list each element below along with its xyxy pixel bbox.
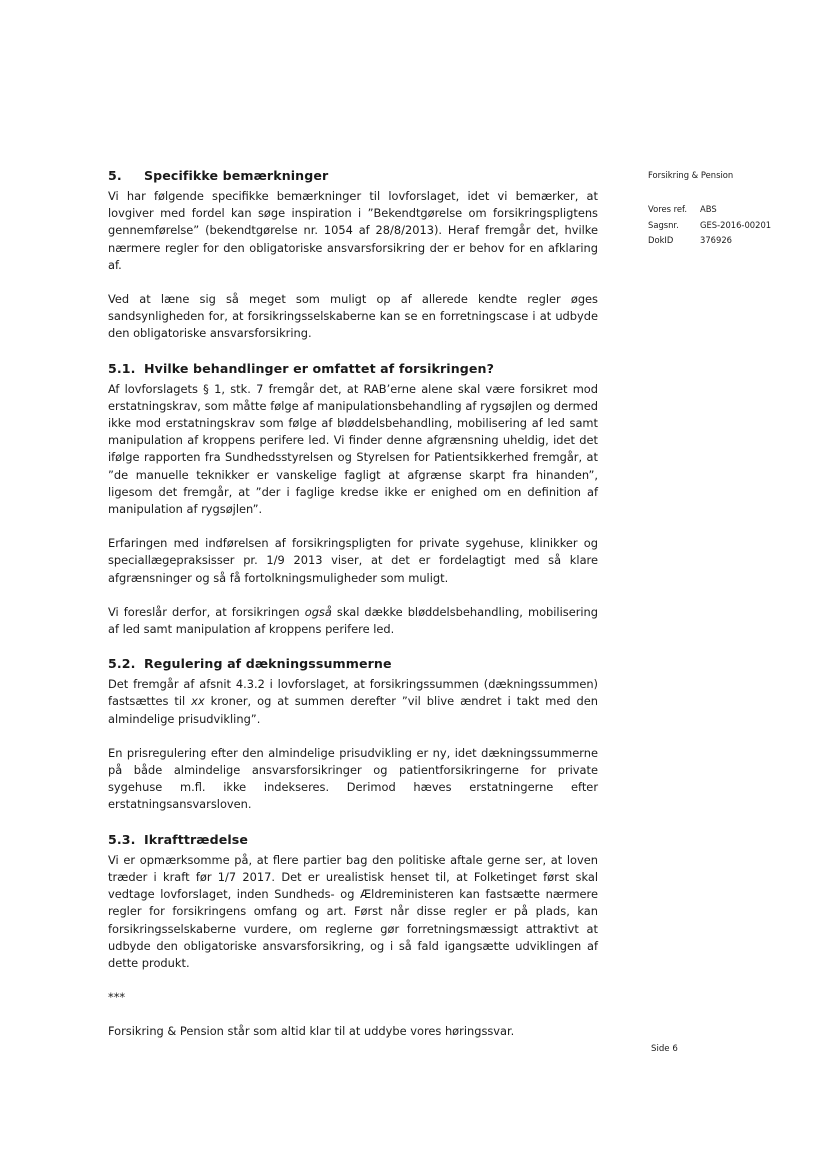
paragraph: Af lovforslagets § 1, stk. 7 fremgår det, at RAB’erne alene skal være forsikret mod erstatningskrav, som måtte følge af manipulationsbehandling af rygsøjlen og dermed ikke mod erstatningskrav som følge af bløddelsbehandling, mobilisering af led samt manipulation af kroppens perifere led. Vi finder denne afgrænsning uheldig, idet det ifølge rapporten fra Sundhedsstyrelsen og Styrelsen for Patientsikkerhed fremgår, at ”de manuelle teknikker er vanskelige fagligt at afgrænse skarpt fra hinanden”, ligesom det fremgår, at ”der i faglige kredse ikke er enighed om en definition af manipulation af rygsøjlen”.: [108, 381, 598, 517]
section-title: Hvilke behandlinger er omfattet af forsikringen?: [144, 360, 494, 376]
meta-value: GES-2016-00201: [700, 219, 772, 230]
page-number: Side 6: [651, 1044, 678, 1054]
paragraph: Ved at læne sig så meget som muligt op af allerede kendte regler øges sandsynligheden for, at forsikringsselskaberne kan se en forretningscase i at udbyde den obligatoriske ansvarsforsikring.: [108, 292, 598, 341]
text-run: Vi foreslår derfor, at forsikringen: [108, 604, 305, 619]
meta-key: DokID: [648, 235, 674, 245]
paragraph: [108, 604, 598, 638]
document-body: [108, 167, 598, 1041]
paragraph: Vi har følgende specifikke bemærkninger til lovforslaget, idet vi bemærker, at lovgiver med fordel kan søge inspiration i ”Bekendtgørelse om forsikringspligtens gennemførelse” (bekendtgørelse nr. 1054 af 28/8/2013). Heraf fremgår det, hvilke nærmere regler for den obligatoriske ansvarsforsikring der er behov for en afklaring af.: [108, 189, 598, 272]
text-run: Det fremgår af afsnit 4.3.2 i lovforslaget, at forsikringssummen (dækningssummen) fastsættes til: [108, 677, 598, 709]
emphasis: også: [304, 604, 332, 619]
meta-value: 376926: [700, 235, 732, 245]
text-run: skal dække bløddelsbehandling, mobilisering af led samt manipulation af kroppens perifere led.: [108, 604, 599, 637]
paragraph: [108, 676, 598, 728]
meta-row-case: [648, 218, 808, 234]
section-number: 5.: [108, 168, 122, 183]
section-number: 5.3.: [108, 831, 136, 847]
paragraph: Vi er opmærksomme på, at flere partier bag den politiske aftale gerne ser, at loven træder i kraft før 1/7 2017. Det er urealistisk henset til, at Folketinget først skal vedtage lovforslaget, inden Sundheds- og Ældreministeren kan fastsætte nærmere regler for forsikringens omfang og art. Først når disse regler er på plads, kan forsikringsselskaberne vurdere, om reglerne gør forretningsmæssigt attraktivt at udbyde den obligatoriske ansvarsforsikring, og i så fald igangsætte udviklingen af dette produkt.: [108, 852, 598, 970]
section-title: Ikrafttrædelse: [144, 831, 249, 847]
document-sidebar: [648, 170, 808, 249]
section-title: Specifikke bemærkninger: [144, 168, 329, 183]
meta-row-ref: [648, 202, 808, 218]
section-number: 5.2.: [108, 656, 136, 672]
separator: ***: [108, 990, 126, 1005]
section-heading-5-1: [108, 360, 598, 377]
emphasis: xx: [191, 694, 205, 709]
meta-key: Sagsnr.: [648, 219, 679, 230]
section-heading-5-2: [108, 655, 598, 672]
closing-line: Forsikring & Pension står som altid klar til at uddybe vores høringssvar.: [108, 1024, 515, 1039]
section-heading-5: [108, 167, 598, 184]
paragraph: Erfaringen med indførelsen af forsikringspligten for private sygehuse, klinikker og speciallægepraksisser pr. 1/9 2013 viser, at det er fordelagtigt med så klare afgrænsninger og så få fortolkningsmuligheder som muligt.: [108, 536, 598, 585]
section-heading-5-3: [108, 831, 598, 848]
paragraph: En prisregulering efter den almindelige prisudvikling er ny, idet dækningssummerne på både almindelige ansvarsforsikringer og patientforsikringerne for private sygehuse m.fl. ikke indekseres. Derimod hæves erstatningerne efter erstatningsansvarsloven.: [108, 745, 598, 812]
section-title: Regulering af dækningssummerne: [144, 656, 392, 672]
section-number: 5.1.: [108, 360, 136, 376]
text-run: kroner, og at summen derefter ”vil blive ændret i takt med den almindelige prisudvikling”.: [108, 694, 598, 726]
meta-row-docid: [648, 233, 808, 249]
meta-value: ABS: [700, 204, 717, 214]
sidebar-organization: Forsikring & Pension: [648, 170, 734, 180]
meta-key: Vores ref.: [648, 204, 688, 214]
